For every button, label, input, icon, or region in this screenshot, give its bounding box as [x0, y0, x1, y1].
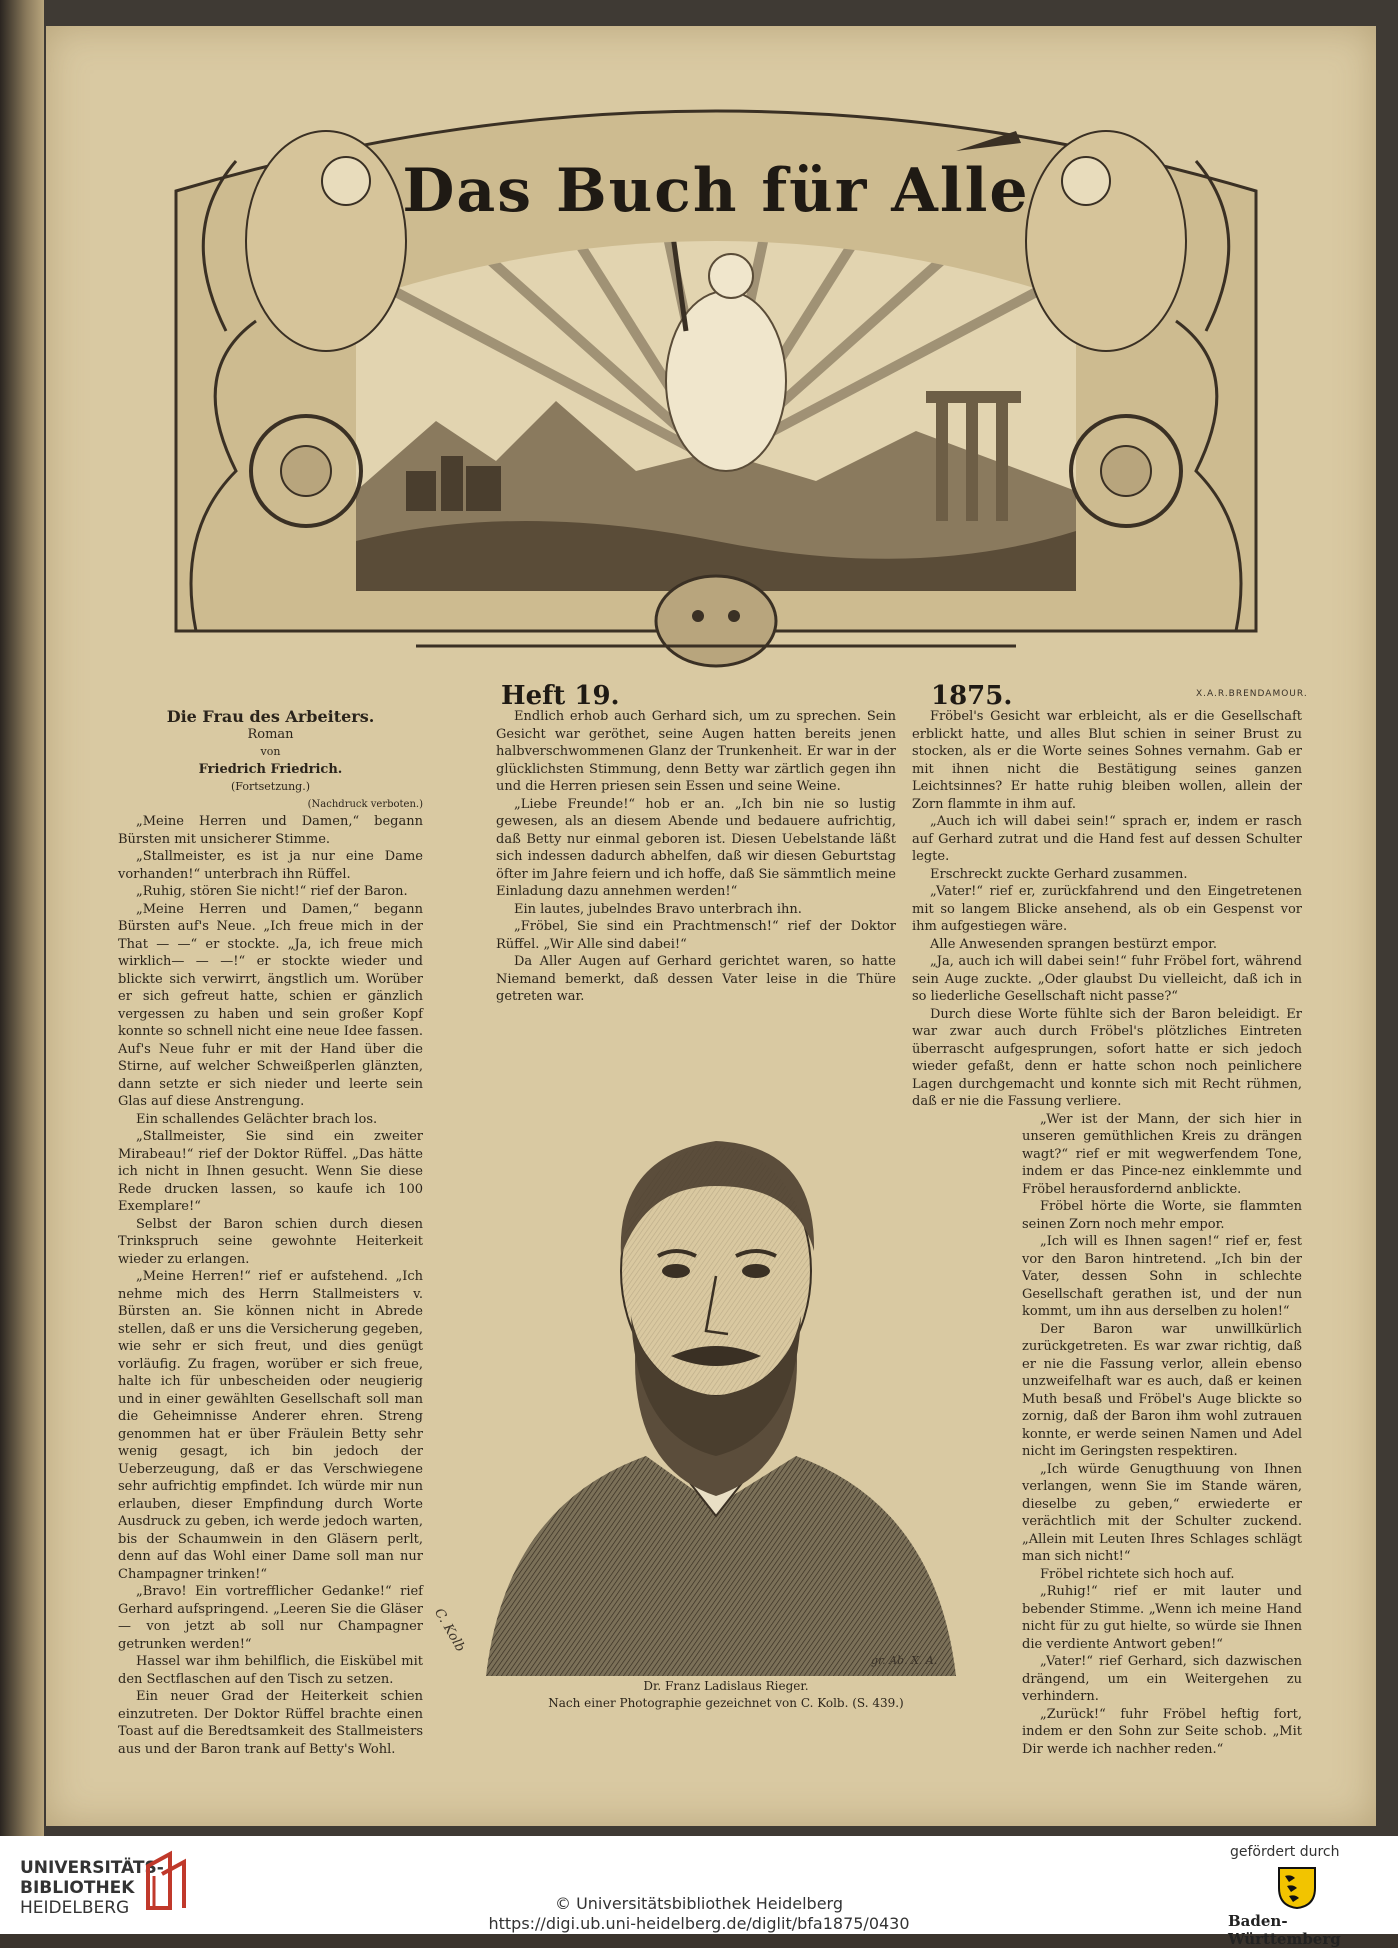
paragraph: „Fröbel, Sie sind ein Prachtmensch!“ rief der Doktor Rüffel. „Wir Alle sind dabei!“: [496, 919, 896, 952]
paragraph: „Ruhig, stören Sie nicht!“ rief der Baron.: [136, 884, 408, 899]
paragraph: „Wer ist der Mann, der sich hier in unseren gemüthlichen Kreis zu drängen wagt?“ rief er mit wegwerfendem Tone, indem er das Pince-nez einklemmte und Fröbel herausfordernd anblickte.: [1022, 1111, 1302, 1197]
article-continued: (Fortsetzung.): [231, 780, 310, 793]
caption-name: Dr. Franz Ladislaus Rieger.: [643, 1679, 809, 1693]
paragraph: Da Aller Augen auf Gerhard gerichtet waren, so hatte Niemand bemerkt, daß dessen Vater leise in die Thüre getreten war.: [496, 954, 896, 1004]
paragraph: „Meine Herren und Damen,“ begann Bürsten auf's Neue. „Ich freue mich in der That — —“ er stockte. „Ja, ich freue mich wirklich— — —!“ er stockte wieder und blickte sich verwirrt, ängstlich um. Worüber er sich gefreut hatte, schien er gänzlich vergessen zu haben und sein großer Kopf konnte so schnell nicht eine neue Idee fassen. Auf's Neue fuhr er mit der Hand über die Stirne, auf welcher Schweißperlen glänzten, dann setzte er sich nieder und leerte sein Glas auf diese Anstrengung.: [118, 901, 423, 1109]
copyright-block: [0, 1894, 1398, 1934]
issue-year: 1875.: [931, 681, 1013, 711]
paragraph: Alle Anwesenden sprangen bestürzt empor.: [930, 936, 1218, 952]
paragraph: Fröbel's Gesicht war erbleicht, als er die Gesellschaft erblickt hatte, und alles Blut schien in seiner Brust zu stocken, als er die Worte seines Sohnes vernahm. Gab er mit ihnen nicht die Bestätigung seines ganzen Leichtsinnes? Er hatte ruhig bleiben wollen, allein der Zorn flammte in ihm auf.: [912, 709, 1302, 812]
paragraph: Hassel war ihm behilflich, die Eiskübel mit den Sectflaschen auf den Tisch zu setzen.: [118, 1654, 423, 1687]
paragraph: „Ich will es Ihnen sagen!“ rief er, fest vor den Baron hintretend. „Ich bin der Vater, dessen Sohn in schlechte Gesellschaft gerathen ist, und der nun kommt, um ihn aus derselben zu holen!“: [1022, 1234, 1302, 1319]
paragraph: „Vater!“ rief Gerhard, sich dazwischen drängend, um ein Weitergehen zu verhindern.: [1022, 1654, 1302, 1704]
paragraph: Selbst der Baron schien durch diesen Trinkspruch seine gewohnte Heiterkeit wieder zu erlangen.: [118, 1216, 423, 1267]
book-spine: [0, 0, 44, 1836]
portrait-caption: [516, 1678, 936, 1712]
article-title: Die Frau des Arbeiters.: [166, 707, 375, 726]
funded-by-label: gefördert durch: [1230, 1844, 1340, 1860]
funder-name: Baden-Württemberg: [1228, 1912, 1341, 1948]
paragraph: „Auch ich will dabei sein!“ sprach er, indem er rasch auf Gerhard zutrat und die Hand fest auf dessen Schulter legte.: [912, 814, 1302, 864]
paragraph: Ein neuer Grad der Heiterkeit schien einzutreten. Der Doktor Rüffel brachte einen Toast auf die Beredtsamkeit des Stallmeisters aus und der Baron trank auf Betty's Wohl.: [118, 1689, 423, 1757]
engraver-signature: X.A.R.BRENDAMOUR.: [1196, 689, 1308, 699]
paragraph: „Ja, auch ich will dabei sein!“ fuhr Fröbel fort, während sein Auge zuckte. „Oder glaubst Du vielleicht, daß ich in so liederliche Gesellschaft nicht passe?“: [912, 954, 1302, 1004]
column-1: [118, 708, 423, 1758]
portrait-engraving: [446, 1036, 986, 1676]
paragraph: Erschreckt zuckte Gerhard zusammen.: [930, 866, 1188, 882]
paragraph: Der Baron war unwillkürlich zurückgetreten. Es war zwar richtig, daß er nie die Fassung verlor, allein ebenso unzweifelhaft war es auch, daß er keinen Muth besaß und Fröbel's Auge blickte so zornig, daß der Baron ihm wohl zutrauen konnte, er werde seinen Namen und Adel nicht im Geringsten respektiren.: [1022, 1321, 1302, 1459]
issue-number: Heft 19.: [501, 681, 620, 711]
masthead: [116, 71, 1316, 711]
caption-source: Nach einer Photographie gezeichnet von C. Kolb. (S. 439.): [548, 1696, 904, 1710]
engraver-signature-right: gr. Ab. X. A.: [871, 1654, 938, 1667]
library-line: HEIDELBERG: [20, 1898, 130, 1918]
paragraph: „Meine Herren und Damen,“ begann Bürsten mit unsicherer Stimme.: [118, 814, 423, 847]
paragraph: „Liebe Freunde!“ hob er an. „Ich bin nie so lustig gewesen, als an diesem Abende und bedauere aufrichtig, daß Betty nur einmal geboren ist. Diesen Uebelstande läßt sich indessen dadurch abhelfen, daß wir diesen Geburtstag öfter im Jahre feiern und ich hoffe, daß Sie sämmtlich meine Einladung dazu annehmen werden!“: [496, 796, 896, 899]
permalink-url[interactable]: https://digi.ub.uni-heidelberg.de/diglit/bfa1875/0430: [488, 1914, 910, 1933]
paragraph: „Ruhig!“ rief er mit lauter und bebender Stimme. „Wenn ich meine Hand nicht für zu gut hielte, so würde sie Ihnen die verdiente Antwort geben!“: [1022, 1584, 1302, 1652]
engraver-signature-left: C. Kolb: [431, 1606, 468, 1655]
paragraph: Durch diese Worte fühlte sich der Baron beleidigt. Er war zwar auch durch Fröbel's plötzliches Eintreten überrascht aufgesprungen, sofort hatte er sich jedoch wieder gefaßt, denn er hatte schon noch peinlichere Lagen durchgemacht und konnte sich mit Recht rühmen, daß er nie die Fassung verliere.: [912, 1006, 1302, 1109]
baden-wuerttemberg-coat-of-arms-icon[interactable]: [1275, 1864, 1319, 1910]
newspaper-page: [46, 26, 1376, 1826]
paragraph: Fröbel hörte die Worte, sie flammten seinen Zorn noch mehr empor.: [1022, 1199, 1302, 1232]
paragraph: „Vater!“ rief er, zurückfahrend und den Eingetretenen mit so langem Blicke ansehend, als ob ein Gespenst vor ihm aufgestiegen wäre.: [912, 884, 1302, 934]
paragraph: „Stallmeister, es ist ja nur eine Dame vorhanden!“ unterbrach ihn Rüffel.: [118, 849, 423, 882]
library-line: UNIVERSITÄTS-: [20, 1858, 164, 1878]
article-genre: Roman: [247, 726, 294, 742]
article-author: Friedrich Friedrich.: [198, 761, 343, 777]
paragraph: „Meine Herren!“ rief er aufstehend. „Ich nehme mich des Herrn Stallmeisters v. Bürsten an. Sie können nicht in Abrede stellen, daß er uns die Versicherung gegeben, wie sehr er sich freut, und dies genügt vorläufig. Zu fragen, worüber er sich freue, halte ich für unbescheiden oder neugierig und in einer gewählten Gesellschaft soll man die Geheimnisse Anderer ehren. Streng genommen hat er über Fräulein Betty sehr wenig gesagt, ich bin jedoch der Ueberzeugung, daß er das Verschwiegene sehr aufrichtig empfindet. Ich würde mir nun erlauben, dieser Empfindung durch Worte Ausdruck zu geben, ich werde jedoch warten, bis der Schaumwein in den Gläsern perlt, denn auf das Wohl einer Dame soll man nur Champagner trinken!“: [118, 1269, 423, 1582]
paragraph: „Zurück!“ fuhr Fröbel heftig fort, indem er den Sohn zur Seite schob. „Mit Dir werde ich nachher reden.“: [1022, 1706, 1302, 1757]
column-2: [496, 708, 896, 1006]
copyright-text: © Universitätsbibliothek Heidelberg: [554, 1894, 843, 1913]
paragraph: Endlich erhob auch Gerhard sich, um zu sprechen. Sein Gesicht war geröthet, seine Augen hatten bereits jenen halbverschwommenen Glanz der Trunkenheit. Er war in der glücklichsten Stimmung, denn Betty war zärtlich gegen ihn und die Herren priesen sein Essen und seine Weine.: [496, 709, 896, 794]
paragraph: „Bravo! Ein vortrefflicher Gedanke!“ rief Gerhard aufspringend. „Leeren Sie die Gläser — von jetzt ab soll nur Champagner getrunken werden!“: [118, 1584, 423, 1652]
viewer-footer: [0, 1836, 1398, 1948]
masthead-title: Das Buch für Alle: [402, 156, 1030, 226]
library-line: BIBLIOTHEK: [20, 1878, 135, 1898]
paragraph: Ein lautes, jubelndes Bravo unterbrach ihn.: [514, 901, 802, 917]
paragraph: Fröbel richtete sich hoch auf.: [1040, 1566, 1235, 1582]
article-by: von: [260, 745, 281, 758]
paragraph: Ein schallendes Gelächter brach los.: [136, 1111, 378, 1127]
article-rights: (Nachdruck verboten.): [307, 798, 423, 810]
portrait-image: [446, 1036, 986, 1676]
paragraph: „Ich würde Genugthuung von Ihnen verlangen, wenn Sie im Stande wären, dieselbe zu geben,“ erwiederte er verächtlich mit der Schulter zuckend. „Allein mit Leuten Ihres Schlages schlägt man sich nicht!“: [1022, 1461, 1302, 1564]
paragraph: „Stallmeister, Sie sind ein zweiter Mirabeau!“ rief der Doktor Rüffel. „Das hätte ich nicht in Ihnen gesucht. Wenn Sie diese Rede drucken lassen, so kaufe ich 100 Exemplare!“: [118, 1129, 423, 1214]
